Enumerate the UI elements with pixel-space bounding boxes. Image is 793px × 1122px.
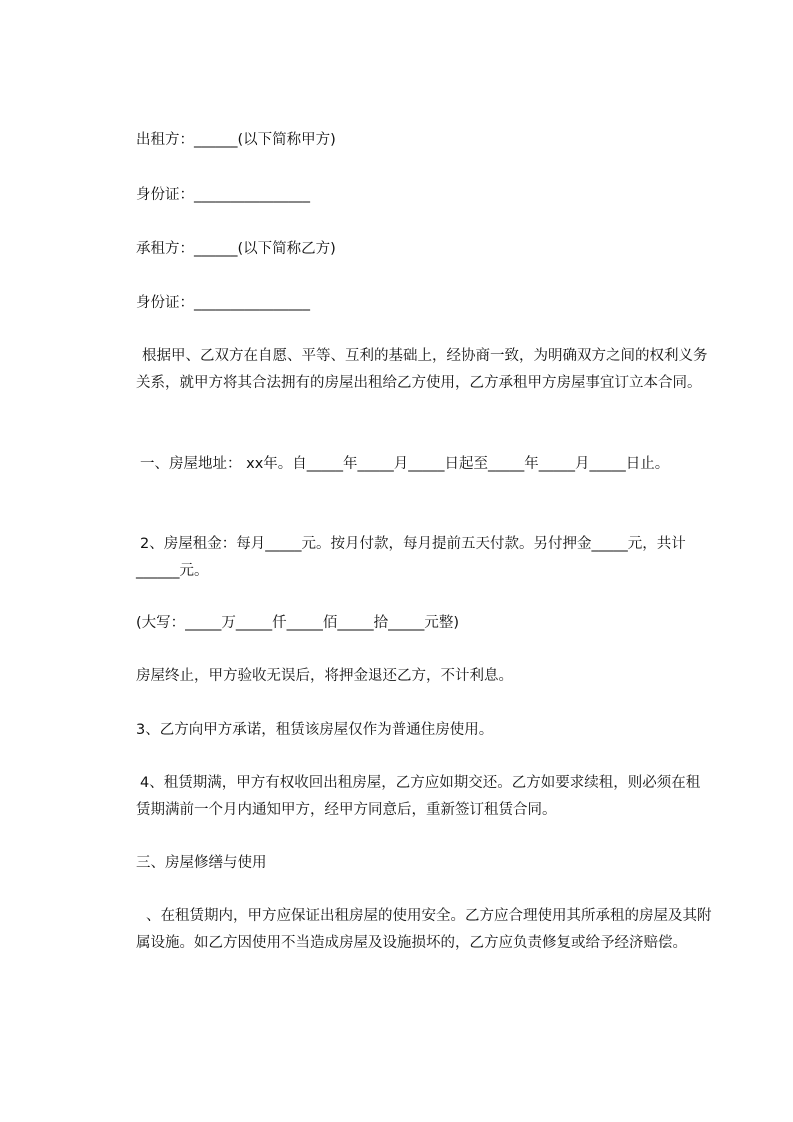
clause-3-usage: 3、乙方向甲方承诺，租赁该房屋仅作为普通住房使用。 bbox=[136, 722, 494, 738]
lessor-id-line: 身份证：________________ bbox=[136, 187, 310, 203]
lessee-line: 承租方：______(以下简称乙方) bbox=[136, 241, 336, 257]
lessor-line: 出租方：______(以下简称甲方) bbox=[136, 132, 336, 148]
clause-2-rent: 2、房屋租金：每月_____元。按月付款，每月提前五天付款。另付押金_____元，共计______元。 bbox=[136, 536, 686, 579]
preamble-paragraph: 根据甲、乙双方在自愿、平等、互利的基础上，经协商一致，为明确双方之间的权利义务关系，就甲方将其合法拥有的房屋出租给乙方使用，乙方承租甲方房屋事宜订立本合同。 bbox=[136, 348, 708, 391]
amount-in-words: (大写：_____万_____仟_____佰_____拾_____元整) bbox=[136, 615, 460, 631]
section-3-title: 三、房屋修缮与使用 bbox=[136, 855, 267, 871]
lessee-id-line: 身份证：________________ bbox=[136, 295, 310, 311]
deposit-return: 房屋终止，甲方验收无误后，将押金退还乙方，不计利息。 bbox=[136, 668, 513, 684]
section-3-item: 、在租赁期内，甲方应保证出租房屋的使用安全。乙方应合理使用其所承租的房屋及其附属设施。如乙方因使用不当造成房屋及设施损坏的，乙方应负责修复或给予经济赔偿。 bbox=[136, 908, 712, 951]
clause-1-address: 一、房屋地址： xx年。自_____年_____月_____日起至_____年_____月_____日止。 bbox=[140, 456, 670, 472]
clause-4-expiry: 4、租赁期满，甲方有权收回出租房屋，乙方应如期交还。乙方如要求续租，则必须在租赁期满前一个月内通知甲方，经甲方同意后，重新签订租赁合同。 bbox=[136, 775, 701, 818]
